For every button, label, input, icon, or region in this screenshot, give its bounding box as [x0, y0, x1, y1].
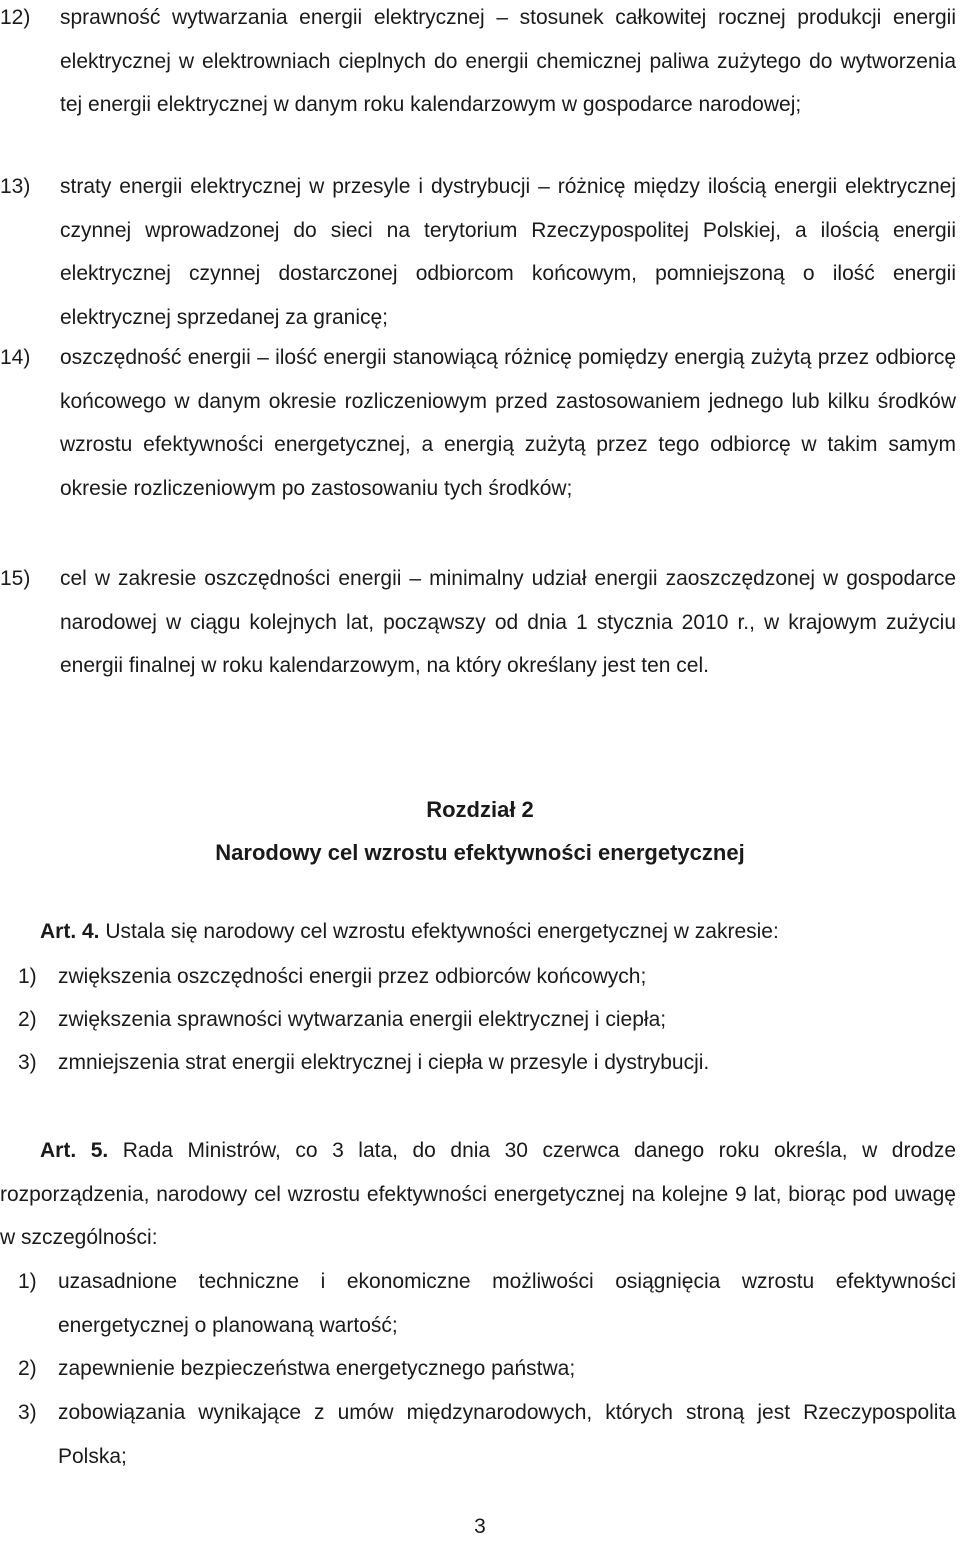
definition-text: cel w zakresie oszczędności energii – minimalny udział energii zaoszczędzonej w gospodarce narodowej w ciągu kolejnych lat, począwszy od dnia 1 stycznia 2010 r., w krajowym zużyciu energii finalnej w roku kalendarzowym, na który określany jest ten cel.	[60, 567, 956, 678]
definition-text: oszczędność energii – ilość energii stanowiącą różnicę pomiędzy energią zużytą przez odbiorcę końcowego w danym okresie rozliczeniowym przed zastosowaniem jednego lub kilku środków wzrostu efektywności energetycznej, a energią zużytą przez tego odbiorcę w takim samym okresie rozliczeniowym po zastosowaniu tych środków;	[60, 346, 956, 500]
page-number: 3	[474, 1515, 486, 1538]
definition-text: straty energii elektrycznej w przesyle i dystrybucji – różnicę między ilością energii elektrycznej czynnej wprowadzonej do sieci na terytorium Rzeczypospolitej Polskiej, a ilością energii elektrycznej czynnej dostarczonej odbiorcom końcowym, pomniejszoną o ilość energii elektrycznej sprzedanej za granicę;	[60, 175, 956, 329]
list-item-number: 3)	[18, 1401, 37, 1424]
chapter-title: Narodowy cel wzrostu efektywności energetycznej	[215, 840, 745, 865]
article-5-intro-text: Rada Ministrów, co 3 lata, do dnia 30 czerwca danego roku określa, w drodze rozporządzenia, narodowy cel wzrostu efektywności energetycznej na kolejne 9 lat, biorąc pod uwagę w szczególności:	[0, 1139, 957, 1250]
definition-text: sprawność wytwarzania energii elektrycznej – stosunek całkowitej rocznej produkcji energii elektrycznej w elektrowniach cieplnych do energii chemicznej paliwa zużytego do wytworzenia tej energii elektrycznej w danym roku kalendarzowym w gospodarce narodowej;	[60, 6, 956, 117]
definition-number: 14)	[0, 346, 31, 369]
list-item-number: 2)	[18, 1008, 37, 1031]
article-5-intro	[0, 1129, 956, 1260]
article-4-label: Art. 4.	[40, 920, 100, 943]
definition-number: 12)	[0, 6, 31, 29]
list-item-text: zwiększenia sprawności wytwarzania energii elektrycznej i ciepła;	[58, 1008, 667, 1031]
definition-number: 15)	[0, 567, 31, 590]
list-item-number: 1)	[18, 965, 37, 988]
list-item-text: zmniejszenia strat energii elektrycznej i ciepła w przesyle i dystrybucji.	[58, 1051, 710, 1074]
definition-number: 13)	[0, 175, 31, 198]
chapter-label: Rozdział 2	[426, 797, 534, 822]
list-item-number: 1)	[18, 1270, 37, 1293]
article-5-label: Art. 5.	[40, 1139, 109, 1162]
list-item-text: zapewnienie bezpieczeństwa energetycznego państwa;	[58, 1357, 576, 1380]
article-4-intro	[40, 910, 956, 954]
list-item-text: uzasadnione techniczne i ekonomiczne możliwości osiągnięcia wzrostu efektywności energetycznej o planowaną wartość;	[58, 1270, 956, 1337]
article-4-intro-text: Ustala się narodowy cel wzrostu efektywności energetycznej w zakresie:	[99, 920, 779, 943]
list-item-number: 2)	[18, 1357, 37, 1380]
list-item-text: zwiększenia oszczędności energii przez odbiorców końcowych;	[58, 965, 647, 988]
list-item-number: 3)	[18, 1051, 37, 1074]
list-item-text: zobowiązania wynikające z umów międzynarodowych, których stroną jest Rzeczypospolita Polska;	[58, 1401, 956, 1468]
